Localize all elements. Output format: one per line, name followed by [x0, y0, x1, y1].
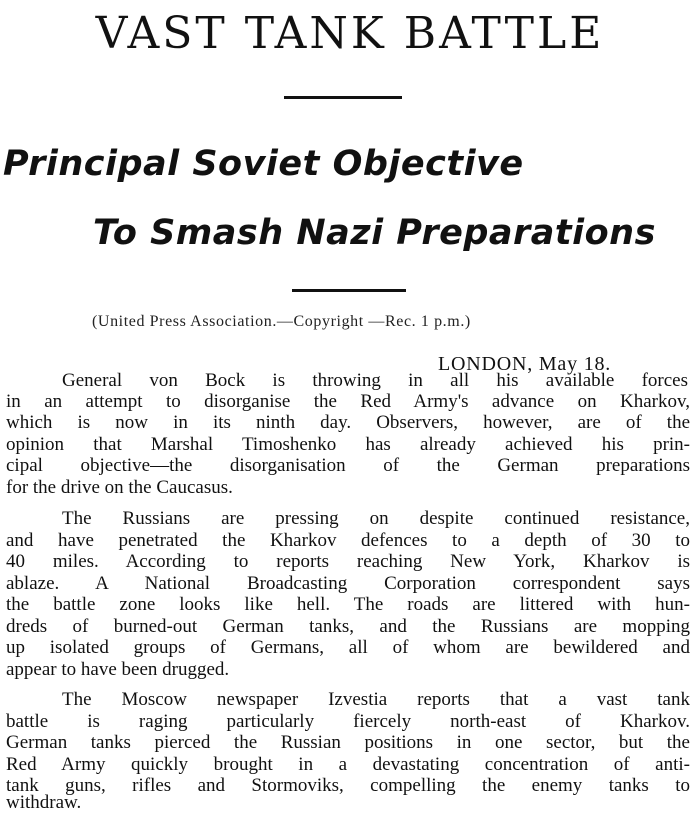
- paragraph-2-line-7: up isolated groups of Germans, all of whom are bewildered and: [6, 637, 690, 658]
- paragraph-1-line-1: General von Bock is throwing in all his available forces: [62, 370, 688, 391]
- paragraph-2-line-1: The Russians are pressing on despite continued resistance,: [62, 508, 690, 529]
- paragraph-3-line-1: The Moscow newspaper Izvestia reports that a vast tank: [62, 689, 690, 710]
- paragraph-3-line-6: withdraw.: [6, 792, 82, 813]
- subheadline-divider: [292, 289, 406, 292]
- paragraph-1-line-4: opinion that Marshal Timoshenko has already achieved his prin-: [6, 434, 690, 455]
- paragraph-1-line-5: cipal objective—the disorganisation of the German preparations: [6, 455, 690, 476]
- press-credit: (United Press Association.—Copyright —Rec. 1 p.m.): [92, 313, 471, 330]
- paragraph-3-line-3: German tanks pierced the Russian positions in one sector, but the: [6, 732, 690, 753]
- paragraph-2-line-5: the battle zone looks like hell. The roads are littered with hun-: [6, 594, 690, 615]
- paragraph-2-line-8: appear to have been drugged.: [6, 659, 230, 680]
- subheadline-line-2: To Smash Nazi Preparations: [93, 213, 656, 253]
- headline: VAST TANK BATTLE: [95, 8, 605, 59]
- paragraph-3-line-4: Red Army quickly brought in a devastating concentration of anti-: [6, 754, 690, 775]
- paragraph-2-line-3: 40 miles. According to reports reaching New York, Kharkov is: [6, 551, 690, 572]
- paragraph-1-line-3: which is now in its ninth day. Observers, however, are of the: [6, 412, 690, 433]
- paragraph-2-line-4: ablaze. A National Broadcasting Corporation correspondent says: [6, 573, 690, 594]
- subheadline-line-1: Principal Soviet Objective: [3, 144, 524, 184]
- paragraph-1-line-2: in an attempt to disorganise the Red Army's advance on Kharkov,: [6, 391, 690, 412]
- paragraph-3-line-2: battle is raging particularly fiercely north-east of Kharkov.: [6, 711, 690, 732]
- headline-divider: [284, 96, 402, 99]
- paragraph-3-line-5: tank guns, rifles and Stormoviks, compelling the enemy tanks to: [6, 775, 690, 796]
- paragraph-2-line-2: and have penetrated the Kharkov defences to a depth of 30 to: [6, 530, 690, 551]
- paragraph-2-line-6: dreds of burned-out German tanks, and the Russians are mopping: [6, 616, 690, 637]
- paragraph-1-line-6: for the drive on the Caucasus.: [6, 477, 233, 498]
- dateline: LONDON, May 18.: [438, 353, 612, 375]
